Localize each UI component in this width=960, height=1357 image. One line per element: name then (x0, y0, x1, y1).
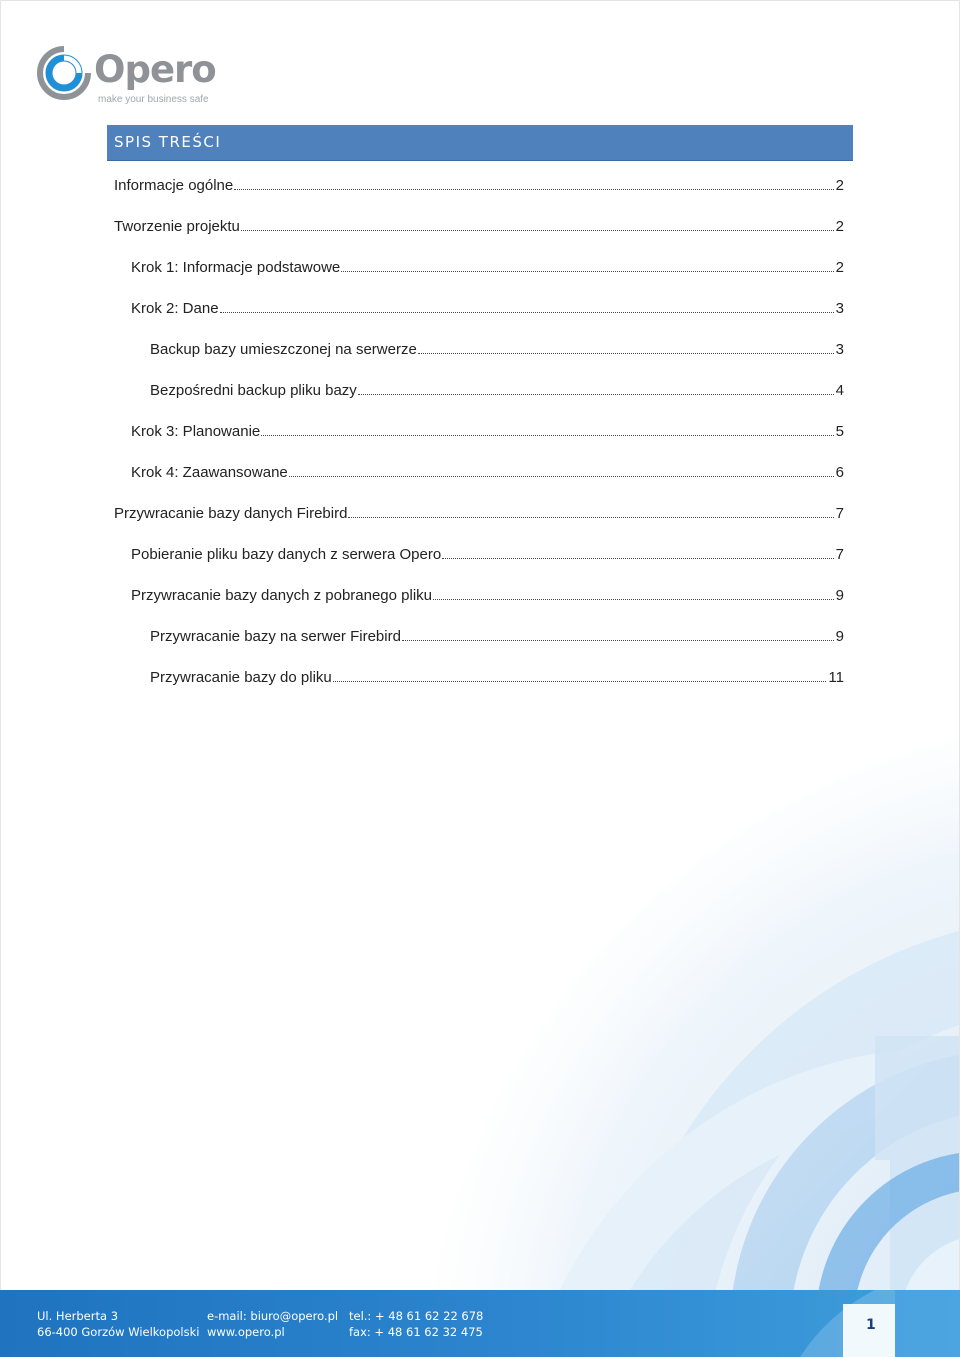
footer-phone: tel.: + 48 61 62 22 678 (349, 1309, 484, 1323)
opero-logo-mark-icon (36, 42, 96, 102)
toc-entry[interactable] (150, 669, 844, 691)
toc-entry-text: Tworzenie projektu (114, 218, 240, 235)
toc-entry-page: 2 (835, 218, 844, 235)
toc-header-bar (107, 125, 853, 161)
toc-entry[interactable] (150, 382, 844, 404)
footer-contact-web (207, 1308, 338, 1340)
toc-leader-dots (402, 628, 834, 641)
toc-entry-text: Informacje ogólne (114, 177, 234, 194)
toc-entry-text: Bezpośredni backup pliku bazy (150, 382, 357, 399)
toc-entry[interactable] (150, 628, 844, 650)
toc-entry-page: 4 (835, 382, 844, 399)
toc-entry-page: 7 (835, 546, 844, 563)
toc-leader-dots (418, 341, 834, 354)
toc-title: SPIS TREŚCI (114, 133, 222, 151)
toc-leader-dots (358, 382, 834, 395)
footer-contact-phone (349, 1308, 483, 1340)
toc-leader-dots (348, 505, 833, 518)
toc-leader-dots (433, 587, 834, 600)
toc-entry-text: Przywracanie bazy danych z pobranego pliku (131, 587, 433, 604)
toc-entry[interactable] (150, 341, 844, 363)
toc-entry-text: Krok 3: Planowanie (131, 423, 261, 440)
toc-entry-text: Przywracanie bazy danych Firebird (114, 505, 348, 522)
toc-leader-dots (241, 218, 834, 231)
toc-entry-text: Krok 2: Dane (131, 300, 219, 317)
toc-entry[interactable] (131, 587, 844, 609)
footer-email[interactable]: e-mail: biuro@opero.pl (207, 1309, 339, 1323)
toc-leader-dots (333, 669, 827, 682)
toc-entry[interactable] (114, 505, 844, 527)
toc-entry[interactable] (114, 177, 844, 199)
logo-wordmark: Opero (94, 48, 216, 91)
toc-entry-text: Krok 1: Informacje podstawowe (131, 259, 341, 276)
footer-website[interactable]: www.opero.pl (207, 1325, 285, 1339)
toc-entry-page: 11 (828, 669, 844, 686)
toc-entry[interactable] (131, 546, 844, 568)
toc-leader-dots (261, 423, 833, 436)
footer-address-line1: Ul. Herberta 3 (37, 1309, 119, 1323)
toc-entry-text: Przywracanie bazy do pliku (150, 669, 332, 686)
toc-entry-page: 3 (835, 300, 844, 317)
toc-entry[interactable] (114, 218, 844, 240)
toc-entry-text: Przywracanie bazy na serwer Firebird (150, 628, 401, 645)
toc-entry[interactable] (131, 259, 844, 281)
toc-entry[interactable] (131, 300, 844, 322)
toc-entry-text: Pobieranie pliku bazy danych z serwera Opero (131, 546, 442, 563)
toc-entry-page: 2 (835, 177, 844, 194)
footer-address (37, 1308, 199, 1340)
toc-entry-page: 2 (835, 259, 844, 276)
page-number: 1 (866, 1317, 876, 1333)
toc-entry[interactable] (131, 423, 844, 445)
toc-entry-page: 7 (835, 505, 844, 522)
toc-leader-dots (220, 300, 834, 313)
toc-entry[interactable] (131, 464, 844, 486)
toc-leader-dots (289, 464, 834, 477)
toc-entry-page: 3 (835, 341, 844, 358)
toc-entry-page: 5 (835, 423, 844, 440)
footer-fax: fax: + 48 61 62 32 475 (349, 1325, 483, 1339)
page-footer (0, 1290, 960, 1357)
toc-entry-text: Backup bazy umieszczonej na serwerze (150, 341, 417, 358)
toc-entry-text: Krok 4: Zaawansowane (131, 464, 288, 481)
logo-tagline: make your business safe (98, 94, 209, 105)
toc-leader-dots (234, 177, 833, 190)
toc-entry-page: 9 (835, 628, 844, 645)
toc-leader-dots (341, 259, 833, 272)
footer-address-line2: 66-400 Gorzów Wielkopolski (37, 1325, 200, 1339)
toc-entry-page: 9 (835, 587, 844, 604)
toc-leader-dots (442, 546, 833, 559)
toc-entry-page: 6 (835, 464, 844, 481)
opero-logo (36, 42, 216, 108)
